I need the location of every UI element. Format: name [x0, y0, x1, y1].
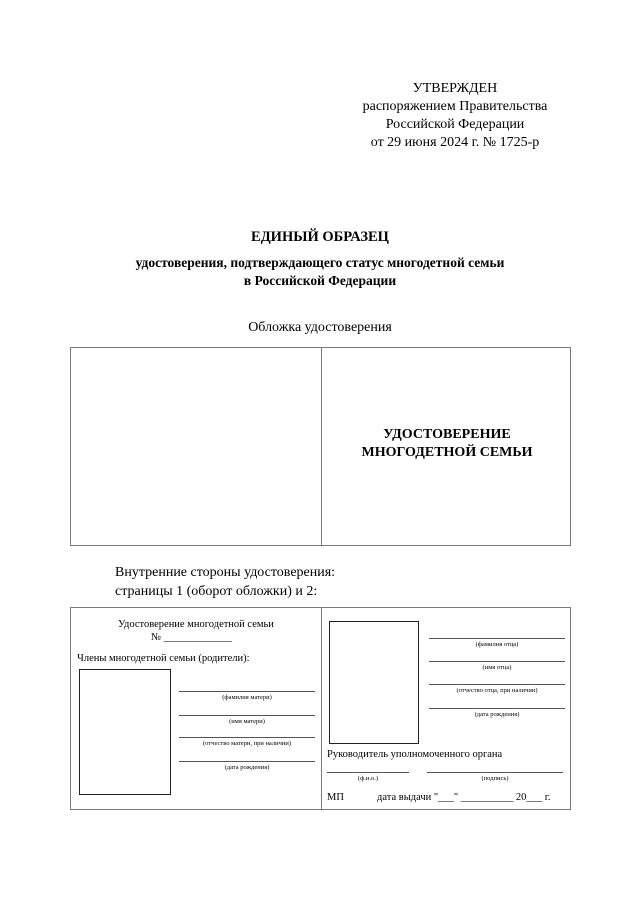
mother-name-caption: (имя матери): [229, 718, 265, 725]
approval-line-2: распоряжением Правительства: [362, 99, 548, 114]
father-birthdate-caption: (дата рождения): [474, 711, 520, 718]
authority-signature-caption: (подпись): [481, 775, 509, 782]
mother-patronymic-caption: (отчество матери, при наличии): [203, 740, 291, 747]
authority-label: Руководитель уполномоченного органа: [327, 749, 503, 760]
mother-patronymic-line: [179, 737, 315, 738]
inner-divider: [321, 608, 322, 809]
father-patronymic-line: [429, 684, 565, 685]
inner-caption-line-1: Внутренние стороны удостоверения:: [115, 565, 336, 580]
mother-name-line: [179, 715, 315, 716]
subtitle-line-1: удостоверения, подтверждающего статус многодетной семьи: [135, 255, 505, 270]
document-subtitle: [0, 254, 640, 290]
mother-surname-line: [179, 691, 315, 692]
father-surname-caption: (фамилия отца): [475, 641, 519, 648]
members-label: Члены многодетной семьи (родители):: [77, 653, 250, 664]
cover-caption: Обложка удостоверения: [248, 320, 392, 335]
document-title: ЕДИНЫЙ ОБРАЗЕЦ: [251, 229, 389, 245]
father-photo-frame: [329, 621, 419, 744]
father-surname-line: [429, 638, 565, 639]
father-name-caption: (имя отца): [482, 664, 512, 671]
approval-block: [330, 80, 580, 152]
approval-line-3: Российской Федерации: [385, 117, 525, 132]
authority-name-caption: (ф.и.о.): [357, 775, 379, 782]
approval-line-4: от 29 июня 2024 г. № 1725-р: [370, 135, 540, 150]
stamp-label: МП: [327, 792, 344, 803]
page1-number: № _____________: [151, 632, 232, 643]
authority-name-line: [327, 772, 409, 773]
cover-title: [322, 426, 572, 462]
inner-caption-line-2: страницы 1 (оборот обложки) и 2:: [115, 584, 318, 599]
mother-birthdate-line: [179, 761, 315, 762]
cover-title-line-1: УДОСТОВЕРЕНИЕ: [383, 427, 511, 442]
mother-surname-caption: (фамилия матери): [222, 694, 272, 701]
cover-title-line-2: МНОГОДЕТНОЙ СЕМЬИ: [361, 445, 533, 460]
mother-photo-frame: [79, 669, 171, 795]
mother-birthdate-caption: (дата рождения): [224, 764, 270, 771]
page1-title: Удостоверение многодетной семьи: [118, 619, 274, 630]
approval-line-1: УТВЕРЖДЕН: [412, 81, 498, 96]
father-patronymic-caption: (отчество отца, при наличии): [456, 687, 538, 694]
issue-date: дата выдачи "___" __________ 20___ г.: [377, 792, 551, 803]
cover-layout: [70, 347, 571, 546]
inner-pages-caption: [115, 563, 335, 601]
subtitle-line-2: в Российской Федерации: [243, 273, 397, 288]
father-birthdate-line: [429, 708, 565, 709]
inner-pages-layout: [70, 607, 571, 810]
father-name-line: [429, 661, 565, 662]
authority-signature-line: [427, 772, 563, 773]
